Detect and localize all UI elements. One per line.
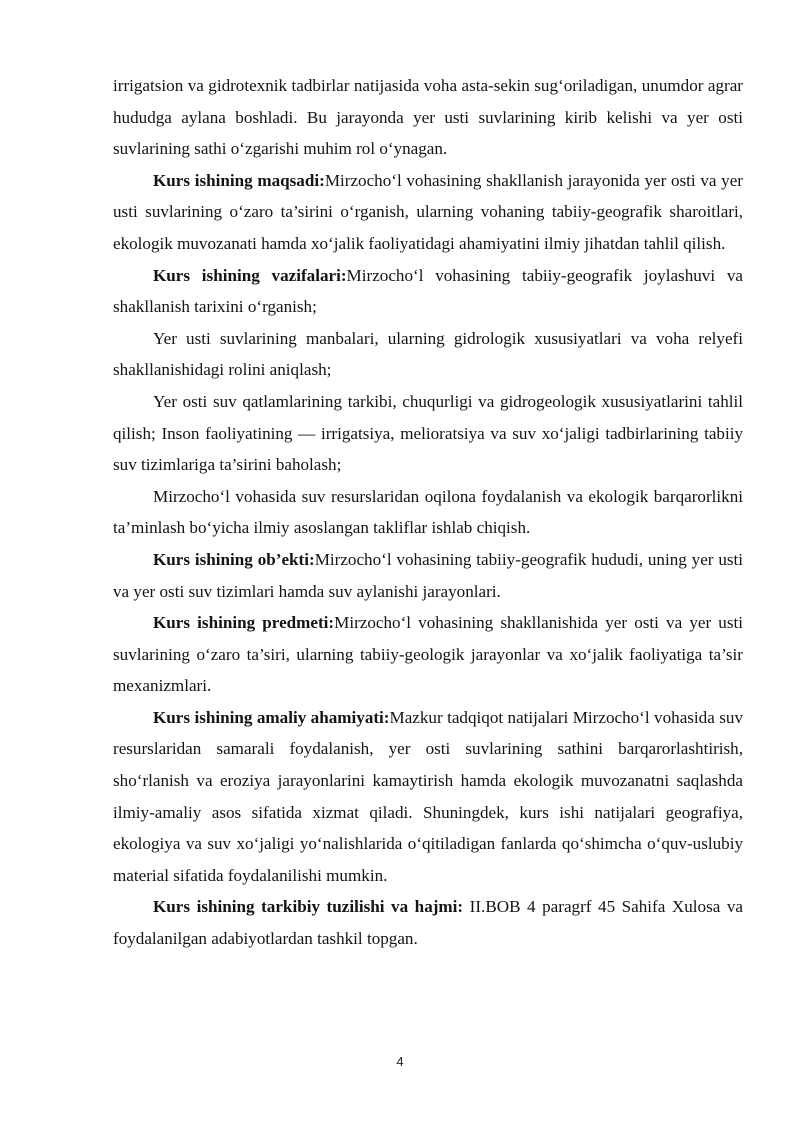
paragraph-object: [113, 544, 743, 607]
paragraph-text: Mirzocho‘l vohasining shakllanishida yer osti va yer usti suvlarining o‘zaro ta’siri, ularning tabiiy-geologik jarayonlar va xo‘jalik faoliyatiga ta’sir mexanizmlari.: [113, 613, 743, 696]
paragraph-heading-structure: Kurs ishining tarkibiy tuzilishi va hajmi:: [153, 897, 464, 917]
paragraph-text: irrigatsion va gidrotexnik tadbirlar natijasida voha asta-sekin sug‘oriladigan, unumdor agrar hududga aylana boshladi. Bu jarayonda yer usti suvlarining kirib kelishi va yer osti suvlarining sathi o‘zgarishi muhim rol o‘ynagan.: [113, 76, 743, 159]
paragraph-task-surface-water: [113, 323, 743, 386]
paragraph-text: Mirzocho‘l vohasining tabiiy-geografik joylashuvi va shakllanish tarixini o‘rganish;: [113, 265, 743, 317]
paragraph-tasks: [113, 260, 743, 323]
paragraph-structure: [113, 891, 743, 954]
paragraph-goal: [113, 165, 743, 260]
paragraph-text: Mazkur tadqiqot natijalari Mirzocho‘l vohasida suv resurslaridan samarali foydalanish, yer osti suvlarining sathini barqarorlashtirish, sho‘rlanish va eroziya jarayonlarini kamaytirish hamda ekologik muvozanatni saqlashda ilmiy-amaliy asos sifatida xizmat qiladi. Shuningdek, kurs ishi natijalari geografiya, ekologiya va suv xo‘jaligi yo‘nalishlarida o‘qitiladigan fanlarda qo‘shimcha o‘quv-uslubiy material sifatida foydalanilishi mumkin.: [113, 707, 743, 885]
paragraph-text: II.BOB 4 paragrf 45 Sahifa Xulosa va foydalanilgan adabiyotlardan tashkil topgan.: [113, 897, 744, 949]
page-number: 4: [396, 1054, 404, 1069]
paragraph-text: Mirzocho‘l vohasining shakllanish jarayonida yer osti va yer usti suvlarining o‘zaro ta’sirini o‘rganish, ularning vohaning tabiiy-geografik sharoitlari, ekologik muvozanati hamda xo‘jalik faoliyatidagi ahamiyatini ilmiy jihatdan tahlil qilish.: [113, 170, 743, 253]
paragraph-heading-subject: Kurs ishining predmeti:: [153, 613, 335, 633]
paragraph-heading-tasks: Kurs ishining vazifalari:: [153, 265, 347, 285]
body-text: [113, 70, 743, 955]
paragraph-heading-practical-significance: Kurs ishining amaliy ahamiyati:: [153, 707, 390, 727]
paragraph-practical-significance: [113, 702, 743, 892]
paragraph-text: Mirzocho‘l vohasining tabiiy-geografik hududi, uning yer usti va yer osti suv tizimlari hamda suv aylanishi jarayonlari.: [113, 549, 744, 601]
paragraph-heading-goal: Kurs ishining maqsadi:: [153, 170, 325, 190]
paragraph-subject: [113, 607, 743, 702]
paragraph-heading-object: Kurs ishining ob’ekti:: [153, 549, 315, 569]
paragraph-text: Yer usti suvlarining manbalari, ularning gidrologik xususiyatlari va voha relyefi shakllanishidagi rolini aniqlash;: [113, 328, 743, 380]
paragraph-task-groundwater: [113, 386, 743, 481]
paragraph-text: Mirzocho‘l vohasida suv resurslaridan oqilona foydalanish va ekologik barqarorlikni ta’minlash bo‘yicha ilmiy asoslangan takliflar ishlab chiqish.: [113, 486, 743, 538]
paragraph-task-proposals: [113, 481, 743, 544]
paragraph-intro-continuation: [113, 70, 743, 165]
paragraph-text: Yer osti suv qatlamlarining tarkibi, chuqurligi va gidrogeologik xususiyatlarini tahlil qilish; Inson faoliyatining — irrigatsiya, melioratsiya va suv xo‘jaligi tadbirlarining tabiiy suv tizimlariga ta’sirini baholash;: [113, 391, 743, 475]
